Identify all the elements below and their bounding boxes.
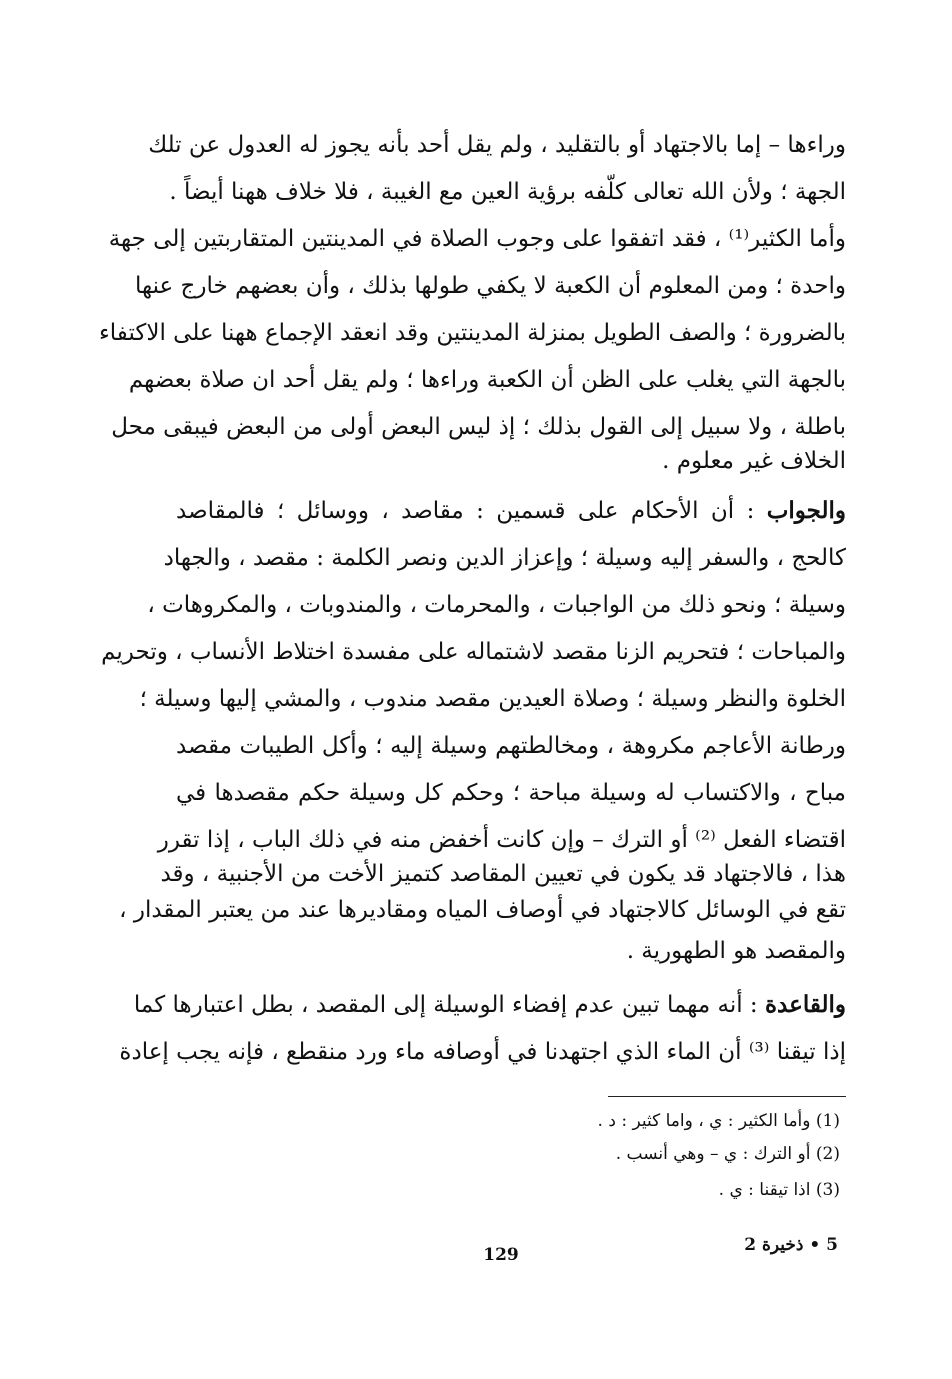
- text-run: : أنه مهما تبين عدم إفضاء الوسيلة إلى المقصد ، بطل اعتبارها كما: [133, 992, 765, 1018]
- footnote: (2) أو الترك : ي – وهي أنسب .: [615, 1144, 840, 1164]
- footnote-rule: [608, 1096, 846, 1097]
- text-line: تقع في الوسائل كالاجتهاد في أوصاف المياه ومقاديرها عند من يعتبر المقدار ،: [119, 897, 846, 923]
- footnote: (1) وأما الكثير : ي ، واما كثير : د .: [597, 1111, 840, 1131]
- paragraph-first-line: [176, 491, 846, 531]
- text-run: : أن الأحكام على قسمين : مقاصد ، ووسائل ؛ فالمقاصد: [176, 498, 767, 524]
- text-line: والمقصد هو الطهورية .: [626, 938, 846, 964]
- text-line: واحدة ؛ ومن المعلوم أن الكعبة لا يكفي طولها بذلك ، وأن بعضهم خارج عنها: [134, 273, 846, 299]
- page-number: 129: [483, 1245, 519, 1265]
- paragraph-heading: والجواب: [766, 497, 846, 524]
- text-line: وراءها – إما بالاجتهاد أو بالتقليد ، ولم يقل أحد بأنه يجوز له العدول عن تلك: [148, 132, 846, 158]
- text-line: بالضرورة ؛ والصف الطويل بمنزلة المدينتين وقد انعقد الإجماع ههنا على الاكتفاء: [98, 320, 846, 346]
- text-line: الخلاف غير معلوم .: [662, 448, 846, 474]
- text-line: اقتضاء الفعل ⁽²⁾ أو الترك – وإن كانت أخفض منه في ذلك الباب ، إذا تقرر: [157, 827, 846, 853]
- text-line: وأما الكثير⁽¹⁾ ، فقد اتفقوا على وجوب الصلاة في المدينتين المتقاربتين إلى جهة: [108, 226, 846, 252]
- footnote: (3) اذا تيقنا : ي .: [718, 1180, 840, 1200]
- text-line: باطلة ، ولا سبيل إلى القول بذلك ؛ إذ ليس البعض أولى من البعض فيبقى محل: [111, 414, 846, 440]
- text-line: هذا ، فالاجتهاد قد يكون في تعيين المقاصد كتميز الأخت من الأجنبية ، وقد: [160, 861, 846, 887]
- text-line: إذا تيقنا ⁽³⁾ أن الماء الذي اجتهدنا في أوصافه ماء ورد منقطع ، فإنه يجب إعادة: [119, 1039, 846, 1065]
- printer-signature: 5 • ذخيرة 2: [744, 1235, 838, 1255]
- text-line: والمباحات ؛ فتحريم الزنا مقصد لاشتماله على مفسدة اختلاط الأنساب ، وتحريم: [101, 639, 846, 665]
- text-line: الجهة ؛ ولأن الله تعالى كلّفه برؤية العين مع الغيبة ، فلا خلاف ههنا أيضاً .: [169, 179, 846, 205]
- text-line: مباح ، والاكتساب له وسيلة مباحة ؛ وحكم كل وسيلة حكم مقصدها في: [176, 780, 846, 806]
- text-line: كالحج ، والسفر إليه وسيلة ؛ وإعزاز الدين ونصر الكلمة : مقصد ، والجهاد: [163, 545, 846, 571]
- text-line: وسيلة ؛ ونحو ذلك من الواجبات ، والمحرمات ، والمندوبات ، والمكروهات ،: [147, 592, 846, 618]
- text-line: الخلوة والنظر وسيلة ؛ وصلاة العيدين مقصد مندوب ، والمشي إليها وسيلة ؛: [139, 686, 846, 712]
- paragraph-heading: والقاعدة: [765, 991, 846, 1018]
- paragraph-first-line: [133, 985, 846, 1025]
- text-line: ورطانة الأعاجم مكروهة ، ومخالطتهم وسيلة إليه ؛ وأكل الطيبات مقصد: [176, 733, 846, 759]
- text-line: بالجهة التي يغلب على الظن أن الكعبة وراءها ؛ ولم يقل أحد ان صلاة بعضهم: [128, 367, 846, 393]
